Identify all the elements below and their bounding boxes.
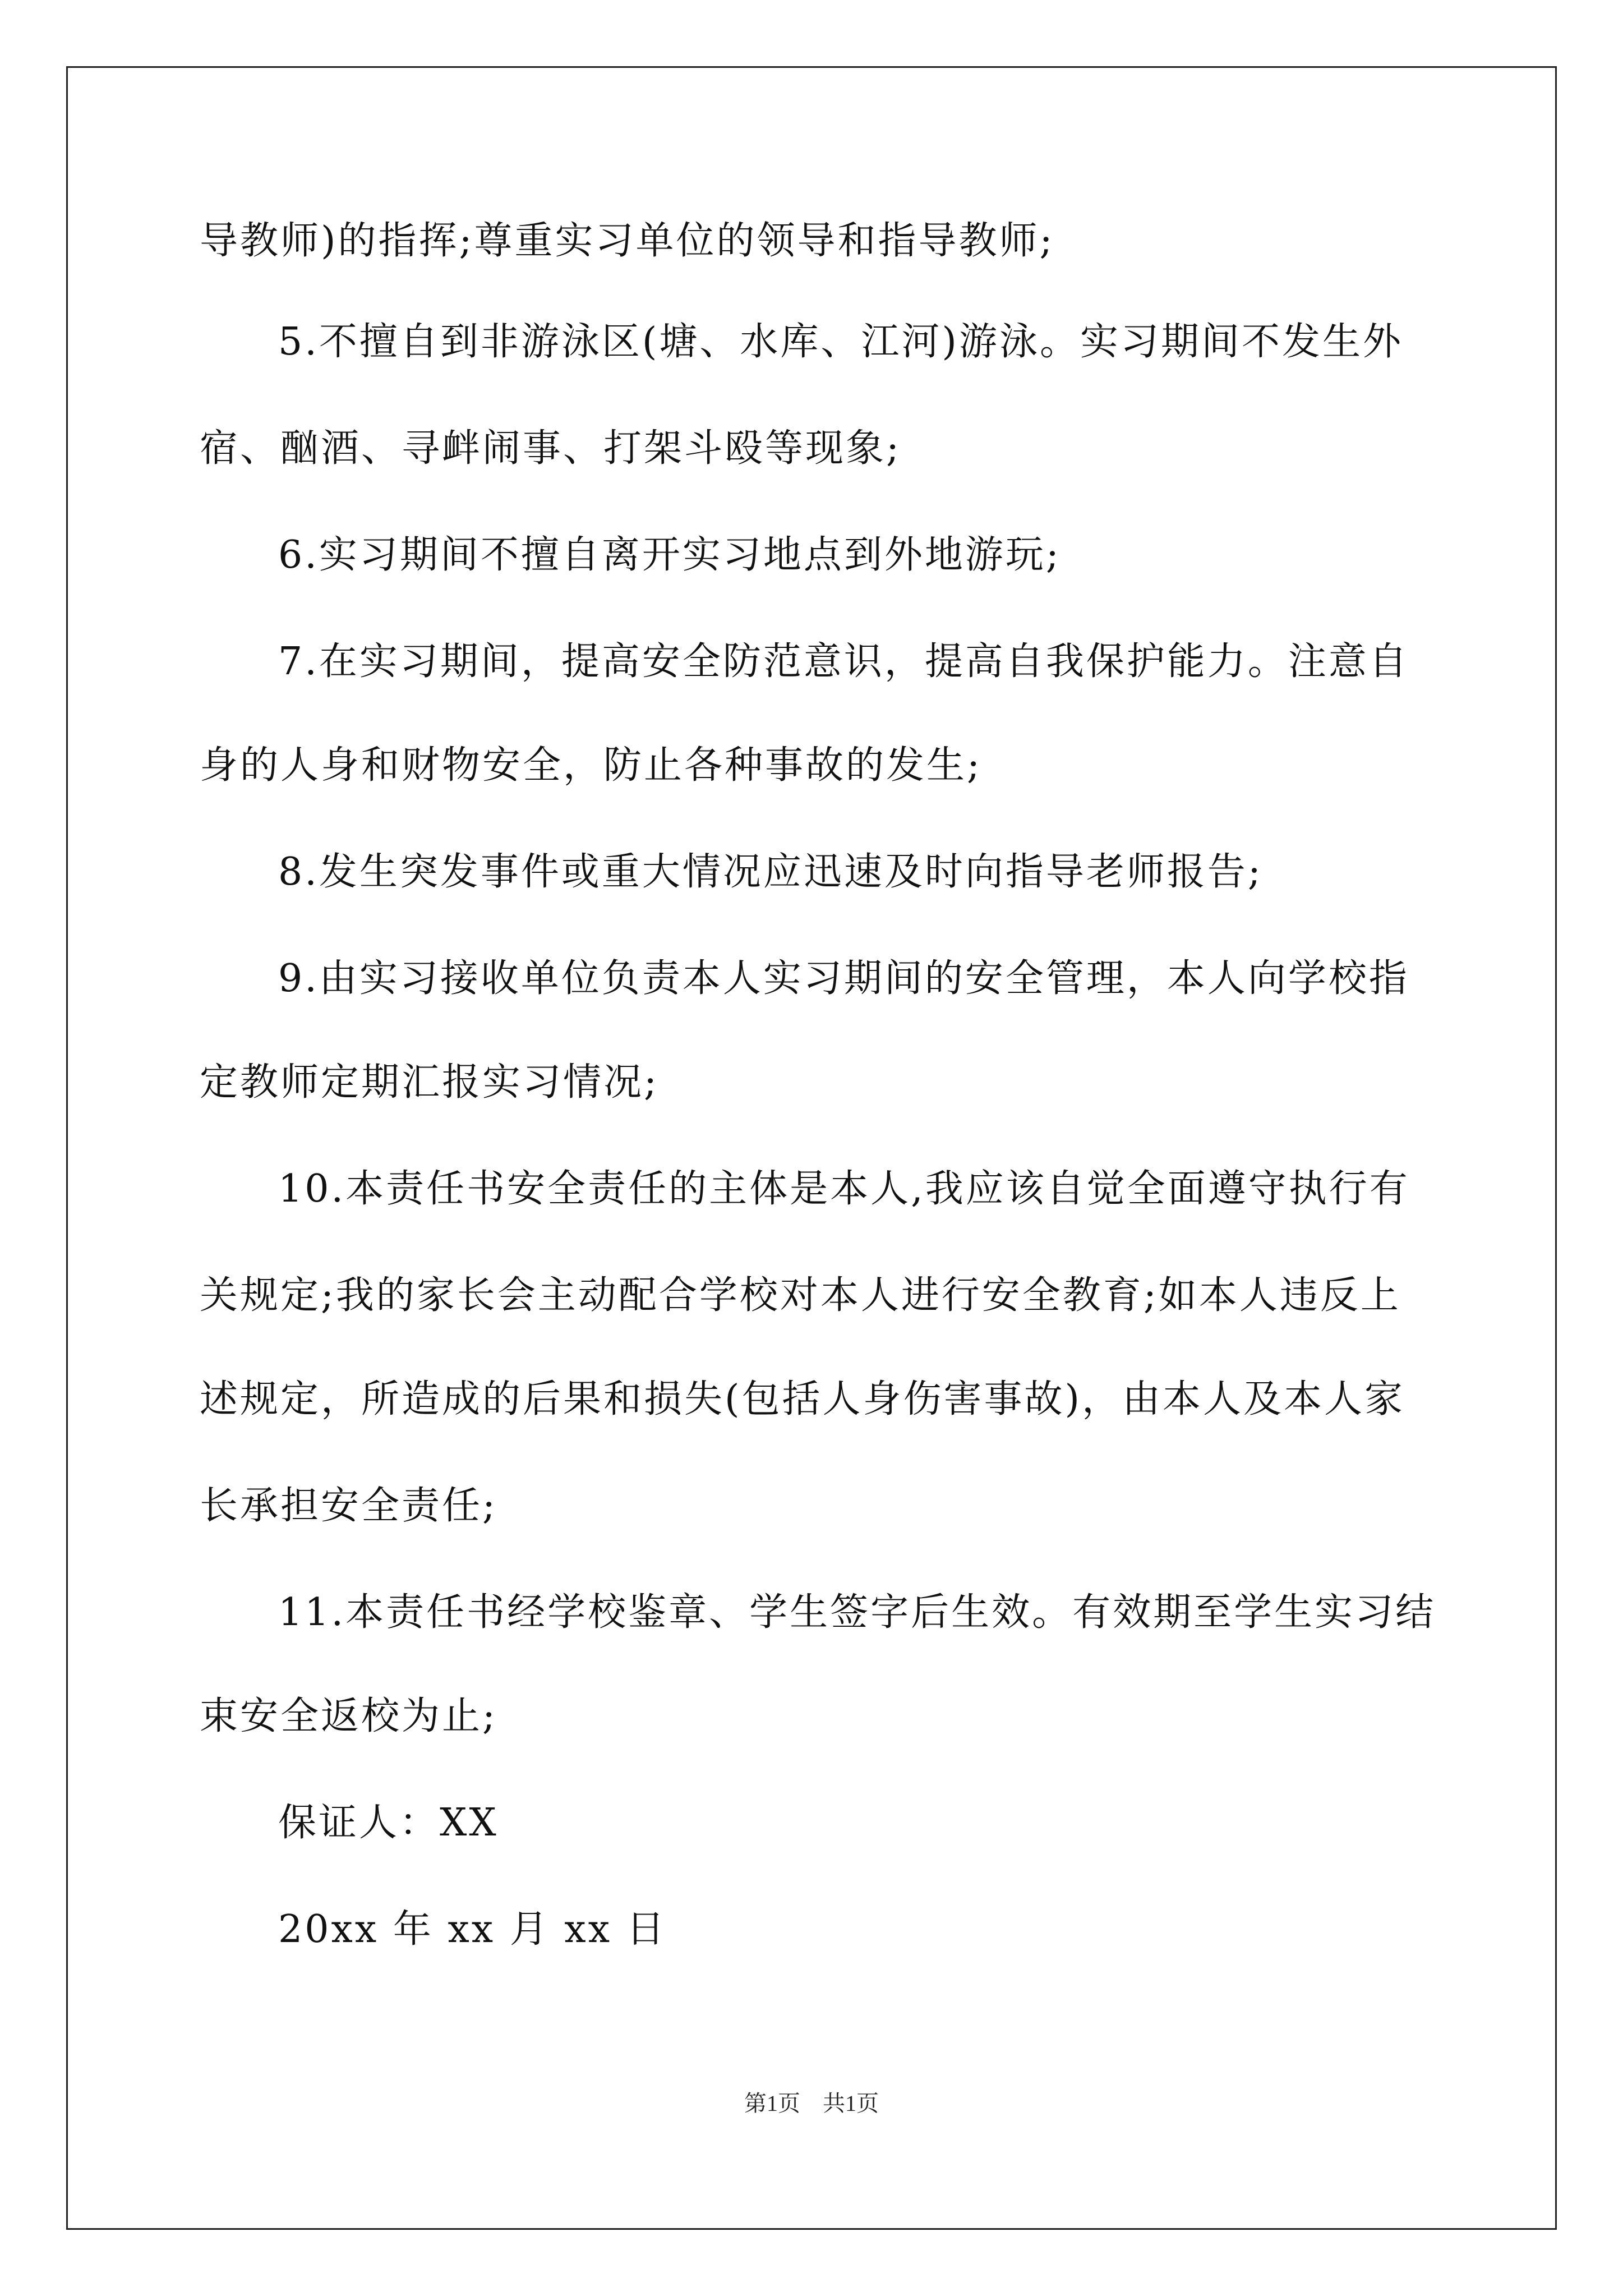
text-line: 11.本责任书经学校鉴章、学生签字后生效。有效期至学生实习结 [278,1590,1436,1635]
text-line: 长承担安全责任; [200,1484,497,1528]
text-line: 身的人身和财物安全，防止各种事故的发生; [200,743,982,788]
text-line: 7.在实习期间，提高安全防范意识，提高自我保护能力。注意自 [278,639,1409,684]
date-line: 20xx 年 xx 月 xx 日 [278,1907,667,1952]
text-line: 8.发生突发事件或重大情况应迅速及时向指导老师报告; [278,850,1263,894]
text-line: 关规定;我的家长会主动配合学校对本人进行安全教育;如本人违反上 [200,1273,1401,1318]
text-line: 6.实习期间不擅自离开实习地点到外地游玩; [278,533,1061,577]
text-line: 9.由实习接收单位负责本人实习期间的安全管理，本人向学校指 [278,956,1409,1001]
text-line: 束安全返校为止; [200,1694,497,1738]
text-line: 述规定，所造成的后果和损失(包括人身伤害事故)，由本人及本人家 [200,1377,1405,1421]
page-border [66,66,1557,2230]
text-line: 定教师定期汇报实习情况; [200,1060,659,1105]
text-line: 10.本责任书安全责任的主体是本人,我应该自觉全面遵守执行有 [278,1167,1410,1211]
text-line: 5.不擅自到非游泳区(塘、水库、江河)游泳。实习期间不发生外 [278,320,1403,364]
text-line: 导教师)的指挥;尊重实习单位的领导和指导教师; [200,219,1055,263]
guarantor-line: 保证人：XX [278,1801,499,1845]
text-line: 宿、酗酒、寻衅闹事、打架斗殴等现象; [200,426,901,471]
page-number: 第1页 共1页 [744,2091,879,2116]
